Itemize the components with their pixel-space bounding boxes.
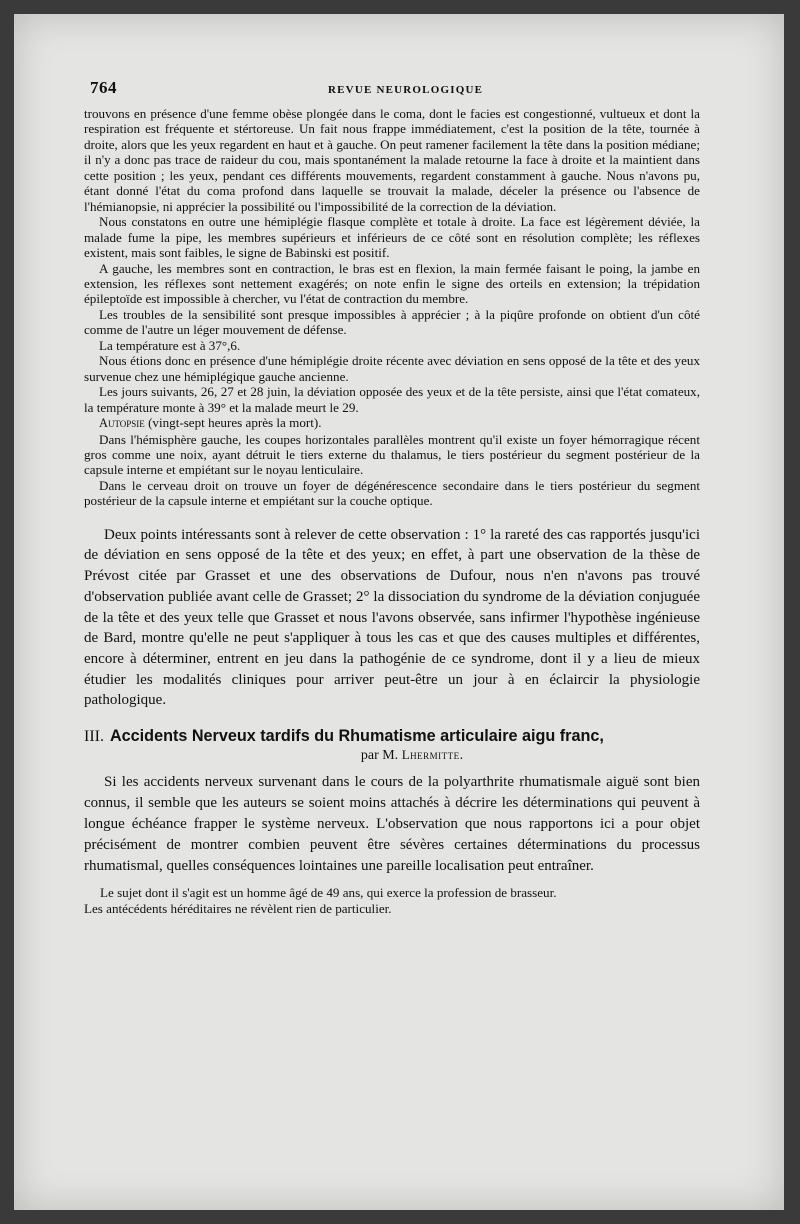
author-name: Lhermitte [401, 747, 460, 763]
observation-small-print [84, 106, 700, 509]
journal-page [14, 14, 784, 1210]
observation-paragraph: Dans le cerveau droit on trouve un foyer de dégénérescence secondaire dans le tiers postérieur du segment postérieur de la capsule interne et empiétant sur la couche optique. [84, 477, 700, 509]
observation-paragraph: Nous constatons en outre une hémiplégie flasque complète et totale à droite. La face est légèrement déviée, la malade fume la pipe, les membres supérieurs et inférieurs de ce côté sont en résolution complète; les réflexes existent, mais sont faibles, le signe de Babinski est positif. [84, 214, 700, 261]
byline [124, 747, 700, 764]
case-paragraph: Le sujet dont il s'agit est un homme âgé de 49 ans, qui exerce la profession de brasseur. [100, 885, 557, 901]
intro-block [84, 772, 700, 877]
case-paragraph: Les antécédents héréditaires ne révèlent rien de particulier. [84, 901, 392, 917]
observation-paragraph: Les jours suivants, 26, 27 et 28 juin, la déviation opposée des yeux et de la tête persiste, ainsi que l'état comateux, la température monte à 39° et la malade meurt le 29. [84, 384, 700, 415]
autopsy-text: (vingt-sept heures après la mort). [144, 415, 322, 431]
observation-paragraph: Les troubles de la sensibilité sont presque impossibles à apprécier ; à la piqûre profonde on obtient d'un côté comme de l'autre un léger mouvement de défense. [84, 306, 700, 338]
intro-paragraph: Si les accidents nerveux survenant dans le cours de la polyarthrite rhumatismale aiguë sont bien connus, il semble que les auteurs se soient moins attachés à décrire les déterminations qui peuvent à longue échéance frapper le système nerveux. L'observation que nous rapportons ici a pour objet précisément de montrer combien peuvent être sévères certaines déterminations du processus rhumatismal, quelles conséquences lointaines une pareille localisation peut entraîner. [84, 774, 700, 875]
observation-paragraph: Nous étions donc en présence d'une hémiplégie droite récente avec déviation en sens opposé de la tête et des yeux survenue chez une hémiplégique gauche ancienne. [84, 353, 700, 384]
discussion-paragraph: Deux points intéressants sont à relever de cette observation : 1° la rareté des cas rapportés jusqu'ici de déviation en sens opposé de la tête et des yeux; en effet, à part une observation de la thèse de Prévost citée par Grasset et une des observations de Dufour, nous n'en n'avons pas trouvé d'observation publiée avant celle de Grasset; 2° la dissociation du syndrome de la déviation conjuguée de la tête et des yeux telle que Grasset et nous l'avons observée, sans infirmer l'hypothèse ingénieuse de Bard, montre qu'elle ne peut s'appliquer à tous les cas et que des causes multiples et différentes, encore à déterminer, entrent en jeu dans la pathogénie de ce syndrome, dont il y a lieu de mieux étudier les modalités cliniques pour arriver peut-être un jour à en éclaircir la physiologie pathologique. [84, 526, 700, 709]
section-heading [84, 727, 700, 746]
case-block [84, 885, 700, 917]
section-title: Accidents Nerveux tardifs du Rhumatisme articulaire aigu franc, [109, 727, 604, 746]
section-number: III. [84, 728, 104, 746]
running-head: REVUE NEUROLOGIQUE [328, 84, 484, 96]
autopsy-label: Autopsie [99, 416, 145, 431]
observation-paragraph: A gauche, les membres sont en contraction, le bras est en flexion, la main fermée faisant le poing, la jambe en extension, les réflexes sont nettement exagérés; on note enfin le signe des orteils en extension; la trépidation épileptoïde est impossible à chercher, vu l'état de contraction du membre. [84, 260, 700, 307]
observation-paragraph: trouvons en présence d'une femme obèse plongée dans le coma, dont le facies est congestionné, vultueux et dont la respiration est fréquente et stértoreuse. Un fait nous frappe immédiatement, c'est la position de la tête, tournée à droite, alors que les yeux regardent en haut et à gauche. On peut ramener facilement la tête dans la position médiane; il n'y a donc pas trace de raideur du cou, mais spontanément la malade retourne la face à droite et la maintient dans cette position ; les yeux, pendant ces différents mouvements, regardent constamment à gauche. Nous n'avons pu, étant donné l'état du coma profond dans laquelle se trouvait la malade, déceler la présence ou l'absence de l'hémianopsie, ni apprécier la possibilité ou l'impossibilité de la correction de la déviation. [84, 106, 700, 214]
page-header [90, 78, 702, 102]
page-number: 764 [90, 78, 117, 97]
page-body [84, 106, 700, 917]
observation-paragraph: Dans l'hémisphère gauche, les coupes horizontales parallèles montrent qu'il existe un foyer hémorragique récent gros comme une noix, ayant détruit le tiers externe du thalamus, le tiers postérieur du segment postérieur de la capsule interne et empiétant sur le noyau lenticulaire. [84, 431, 700, 478]
observation-paragraph: La température est à 37°,6. [99, 337, 241, 353]
byline-suffix: . [459, 748, 464, 764]
byline-prefix: par M. [360, 748, 402, 764]
autopsy-paragraph [84, 415, 700, 431]
discussion-block [84, 525, 700, 711]
